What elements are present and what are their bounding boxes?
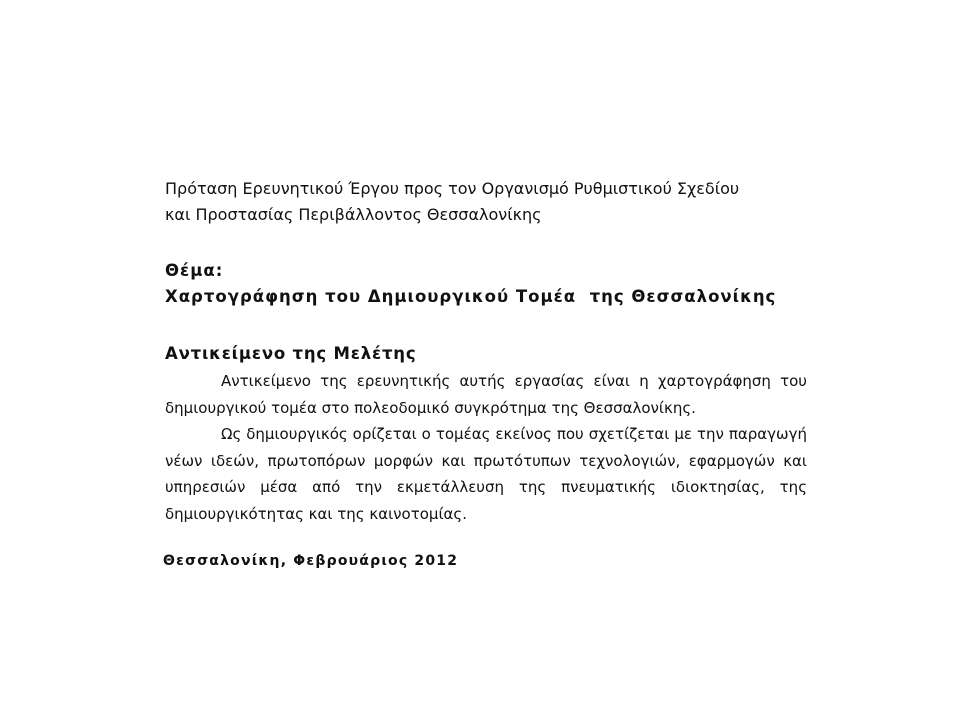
proposal-intro <box>165 176 825 228</box>
study-paragraph-1: Αντικείμενο της ερευνητικής αυτής εργασίας είναι η χαρτογράφηση του δημιουργικού τομέα στο πολεοδομικό συγκρότημα της Θεσσαλονίκης. <box>165 372 807 417</box>
topic-title: Χαρτογράφηση του Δημιουργικού Τομέα της Θεσσαλονίκης <box>165 287 777 306</box>
study-heading: Αντικείμενο της Μελέτης <box>165 344 417 363</box>
place-date: Θεσσαλονίκη, Φεβρουάριος 2012 <box>163 553 459 569</box>
topic-label: Θέμα: <box>165 261 224 280</box>
study-paragraph-2: Ως δημιουργικός ορίζεται ο τομέας εκείνος που σχετίζεται με την παραγωγή νέων ιδεών, πρωτοπόρων μορφών και πρωτότυπων τεχνολογιών, εφαρμογών και υπηρεσιών μέσα από την εκμετάλλευση της πνευματικής ιδιοκτησίας, της δημιουργικότητας και της καινοτομίας. <box>165 425 807 523</box>
proposal-intro-line-1: Πρόταση Ερευνητικού Έργου προς τον Οργανισμό Ρυθμιστικού Σχεδίου <box>165 179 740 198</box>
study-body <box>165 368 807 527</box>
topic-block <box>165 258 825 310</box>
proposal-intro-line-2: και Προστασίας Περιβάλλοντος Θεσσαλονίκης <box>165 205 542 224</box>
